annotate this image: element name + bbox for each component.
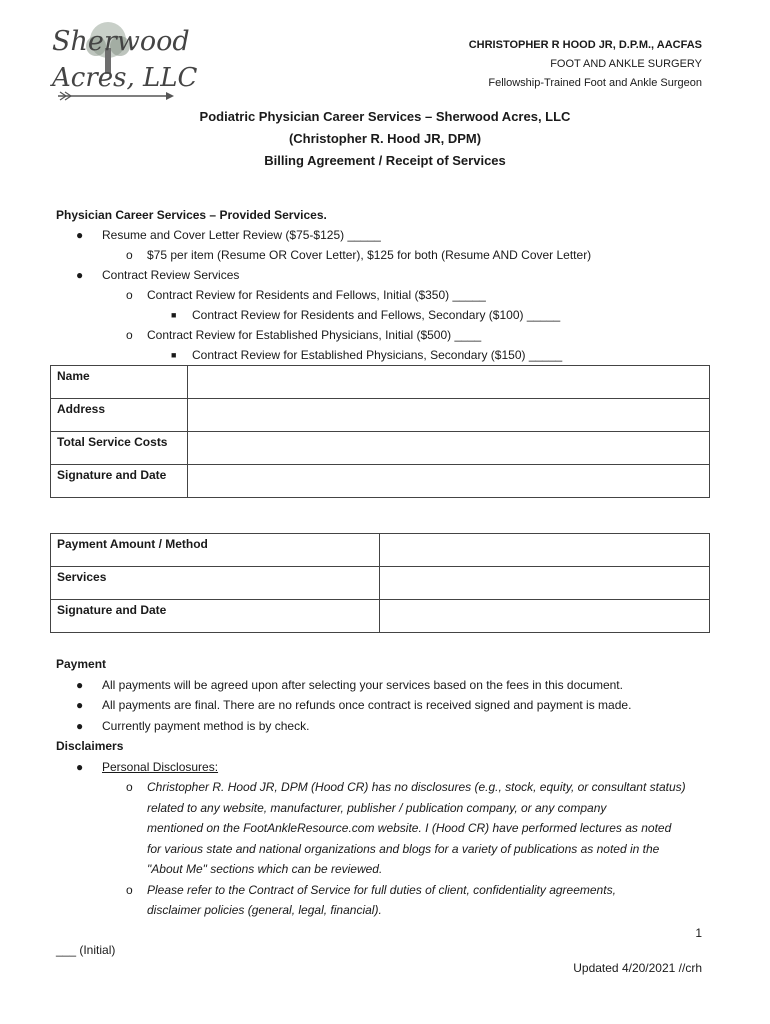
list-item [56,716,726,737]
service-resume-pricing: $75 per item (Resume OR Cover Letter), $125 for both (Resume AND Cover Letter) [147,248,592,262]
table-row [51,366,710,399]
address-field[interactable] [188,399,710,432]
list-item [56,225,716,245]
disclosure-line: for various state and national organizations and blogs for a variety of publications as noted in the [147,841,660,856]
bullet-icon: ● [76,698,84,712]
disclosure-line: related to any website, manufacturer, publisher / publication company, or any company [147,800,607,815]
list-item [56,880,726,921]
label-signature-date: Signature and Date [51,465,188,498]
service-contract: Contract Review Services [102,268,240,282]
services-heading: Physician Career Services – Provided Services. [56,208,327,222]
document-titles [0,106,770,172]
title-line-1: Podiatric Physician Career Services – Sherwood Acres, LLC [199,109,571,124]
name-field[interactable] [188,366,710,399]
doctor-header [469,36,702,93]
total-costs-field[interactable] [188,432,710,465]
doctor-name: CHRISTOPHER R HOOD JR, D.P.M., AACFAS [468,39,702,51]
circle-bullet-icon: o [126,780,133,794]
circle-bullet-icon: o [126,248,133,262]
label-services: Services [51,567,380,600]
disclosure-line: mentioned on the FootAnkleResource.com website. I (Hood CR) have performed lectures as noted [147,821,672,835]
services-section [56,205,716,365]
label-total-costs: Total Service Costs [51,432,188,465]
updated-date: Updated 4/20/2021 //crh [573,961,702,975]
payment-info-table [50,533,710,633]
service-contract-established: Contract Review for Established Physicians, Initial ($500) ____ [147,328,482,342]
table-row [51,465,710,498]
circle-bullet-icon: o [126,288,133,302]
tree-arrow-logo-icon [48,18,198,104]
service-contract-established-secondary: Contract Review for Established Physicians, Secondary ($150) _____ [192,348,563,362]
fellowship-line: Fellowship-Trained Foot and Ankle Surgeon [488,77,702,89]
disclosure-line: Please refer to the Contract of Service for full duties of client, confidentiality agreements, [147,882,616,897]
circle-bullet-icon: o [126,882,133,897]
table-row [51,432,710,465]
company-logo [48,18,198,104]
disclosure-line: disclaimer policies (general, legal, financial). [147,903,382,917]
list-item [56,325,716,345]
circle-bullet-icon: o [126,328,133,342]
list-item [56,265,716,285]
list-item [56,245,716,265]
specialty: FOOT AND ANKLE SURGERY [550,58,702,70]
payment-method-field[interactable] [380,534,710,567]
services-field[interactable] [380,567,710,600]
label-payment-method: Payment Amount / Method [51,534,380,567]
payment-term: All payments are final. There are no refunds once contract is received signed and payment is made. [102,698,632,712]
logo-line2: Acres, LLC [52,63,198,93]
initial-line[interactable]: ___ (Initial) [56,943,116,957]
label-address: Address [51,399,188,432]
payment-heading: Payment [56,657,107,671]
table-row [51,534,710,567]
service-contract-residents: Contract Review for Residents and Fellows, Initial ($350) _____ [147,288,486,302]
bullet-icon: ● [76,718,84,733]
square-bullet-icon: ■ [171,350,177,360]
title-line-3: Billing Agreement / Receipt of Services [264,153,506,168]
disclosure-line: Christopher R. Hood JR, DPM (Hood CR) has no disclosures (e.g., stock, equity, or consultant status) [147,780,686,794]
table-row [51,567,710,600]
list-item [56,305,716,325]
personal-disclosures-label: Personal Disclosures: [102,759,219,774]
table-row [51,399,710,432]
signature-date-field[interactable] [188,465,710,498]
logo-line1: Sherwood [52,26,190,57]
list-item [56,777,726,880]
bullet-icon: ● [76,228,84,242]
bullet-icon: ● [76,759,84,774]
page-number: 1 [695,926,702,940]
service-contract-residents-secondary: Contract Review for Residents and Fellows, Secondary ($100) _____ [192,308,561,322]
service-resume: Resume and Cover Letter Review ($75-$125) _____ [102,228,381,242]
list-item [56,757,726,778]
list-item [56,675,726,696]
label-signature-date-2: Signature and Date [51,600,380,633]
label-name: Name [51,366,188,399]
terms-section [56,654,726,921]
disclaimers-heading: Disclaimers [56,739,124,753]
table-row [51,600,710,633]
list-item [56,695,726,716]
list-item [56,345,716,365]
square-bullet-icon: ■ [171,310,177,320]
payment-term: Currently payment method is by check. [102,718,310,733]
signature-date-field-2[interactable] [380,600,710,633]
list-item [56,285,716,305]
title-line-2: (Christopher R. Hood JR, DPM) [288,131,482,146]
bullet-icon: ● [76,268,84,282]
disclosure-line: "About Me" sections which can be reviewed. [147,862,383,876]
client-info-table [50,365,710,498]
payment-term: All payments will be agreed upon after selecting your services based on the fees in this document. [102,677,623,692]
bullet-icon: ● [76,677,84,692]
